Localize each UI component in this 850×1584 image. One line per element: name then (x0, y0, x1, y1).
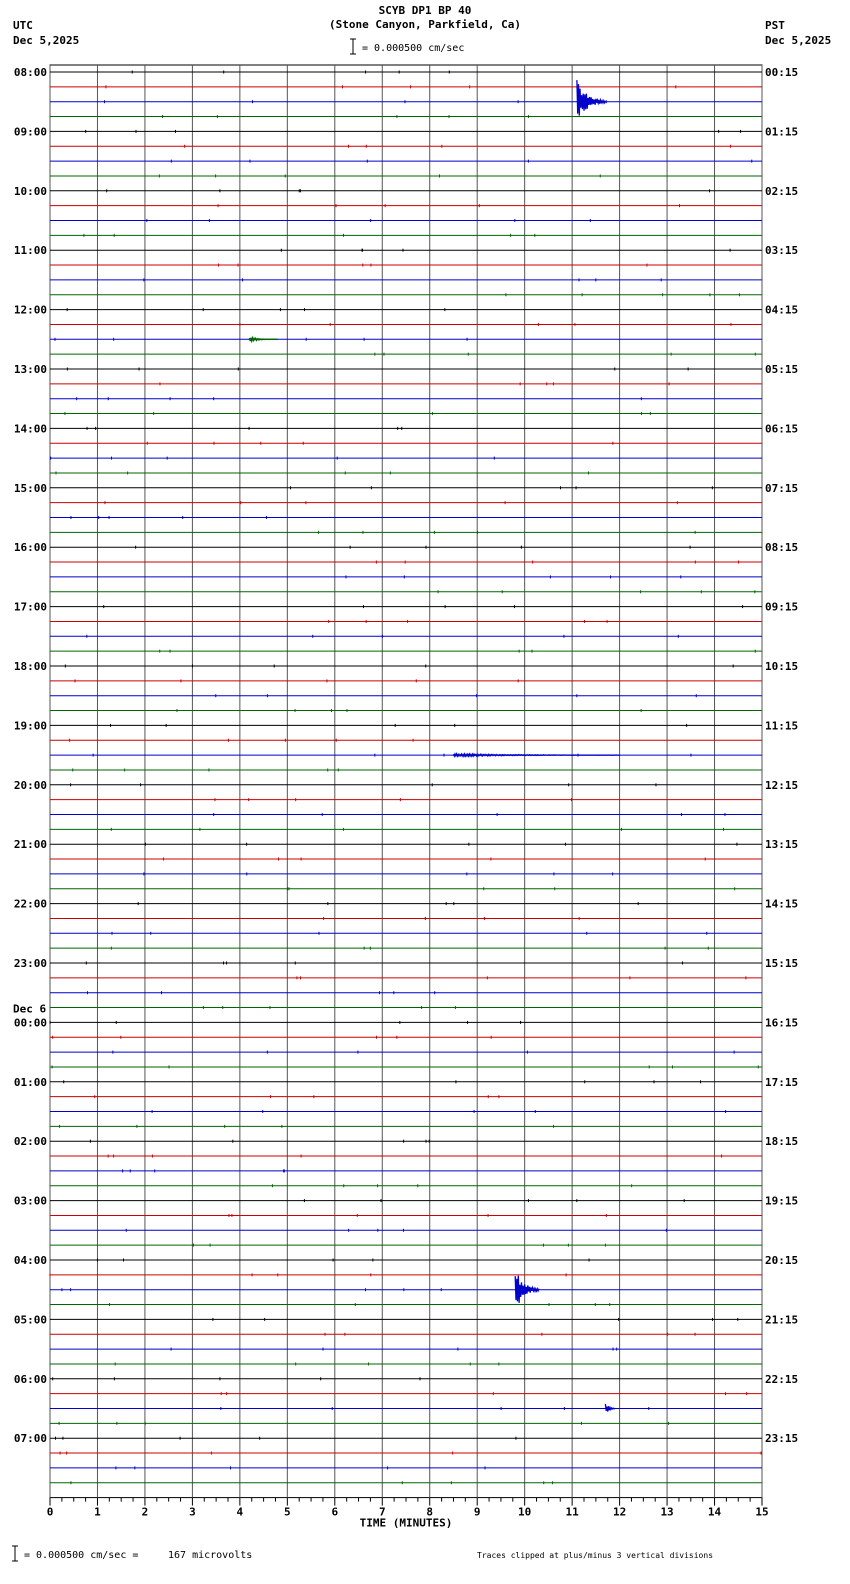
x-tick-label: 4 (236, 1505, 244, 1519)
left-zone-label: UTC (13, 19, 33, 32)
seismic-event (605, 1404, 615, 1411)
utc-hour-label: 14:00 (13, 422, 47, 436)
x-tick-label: 12 (612, 1505, 627, 1519)
x-tick-label: 2 (141, 1505, 149, 1519)
pst-hour-label: 20:15 (765, 1254, 799, 1267)
date-change-label: Dec 6 (13, 1002, 47, 1016)
x-tick-label: 6 (331, 1505, 339, 1519)
footer-scale-bar-icon (10, 1545, 20, 1563)
footer-scale-text: = 0.000500 cm/sec = (24, 1550, 139, 1561)
utc-hour-label: 03:00 (13, 1194, 47, 1208)
x-tick-label: 10 (518, 1505, 532, 1519)
seismic-event (515, 1276, 539, 1303)
pst-hour-label: 23:15 (765, 1432, 799, 1446)
x-tick-label: 14 (707, 1505, 722, 1519)
x-tick-label: 11 (565, 1505, 579, 1519)
right-date-label: Dec 5,2025 (765, 34, 832, 47)
utc-hour-label: 16:00 (13, 541, 47, 555)
pst-hour-label: 12:15 (765, 778, 799, 792)
pst-hour-label: 19:15 (765, 1194, 799, 1208)
utc-hour-label: 01:00 (13, 1075, 47, 1089)
x-tick-label: 8 (426, 1505, 434, 1519)
utc-hour-label: 09:00 (13, 125, 47, 139)
utc-hour-label: 11:00 (13, 244, 47, 258)
x-axis-label: TIME (MINUTES) (359, 1516, 453, 1530)
x-tick-label: 1 (94, 1505, 101, 1519)
utc-hour-label: 22:00 (13, 897, 47, 911)
pst-hour-label: 09:15 (765, 600, 799, 614)
utc-hour-label: 12:00 (13, 303, 47, 317)
pst-hour-label: 05:15 (765, 363, 799, 376)
pst-hour-label: 21:15 (765, 1313, 799, 1327)
pst-hour-label: 17:15 (765, 1075, 799, 1089)
x-tick-label: 3 (189, 1505, 196, 1519)
pst-hour-label: 04:15 (765, 303, 799, 317)
pst-hour-label: 22:15 (765, 1372, 799, 1386)
pst-hour-label: 07:15 (765, 481, 799, 495)
utc-hour-label: 21:00 (13, 838, 47, 852)
pst-hour-label: 13:15 (765, 838, 799, 852)
pst-hour-label: 08:15 (765, 541, 799, 555)
footer-microvolts: 167 microvolts (168, 1550, 253, 1561)
utc-hour-label: 00:00 (13, 1016, 47, 1030)
clip-note: Traces clipped at plus/minus 3 vertical divisions (477, 1551, 714, 1560)
utc-hour-label: 23:00 (13, 957, 47, 970)
chart-subtitle: (Stone Canyon, Parkfield, Ca) (328, 18, 522, 31)
utc-hour-label: 08:00 (13, 66, 47, 79)
utc-hour-label: 20:00 (13, 778, 47, 792)
pst-hour-label: 10:15 (765, 660, 799, 673)
utc-hour-label: 07:00 (13, 1432, 47, 1446)
pst-hour-label: 14:15 (765, 897, 799, 911)
pst-hour-label: 11:15 (765, 719, 799, 733)
chart-title: SCYB DP1 BP 40 (378, 4, 472, 17)
x-tick-label: 0 (46, 1505, 54, 1519)
x-tick-label: 15 (755, 1505, 769, 1519)
scale-text: = 0.000500 cm/sec (362, 43, 465, 54)
utc-hour-label: 17:00 (13, 600, 47, 614)
seismic-event (454, 754, 620, 756)
right-zone-label: PST (765, 19, 785, 32)
x-tick-label: 5 (284, 1505, 291, 1519)
utc-hour-label: 06:00 (13, 1372, 47, 1386)
pst-hour-label: 15:15 (765, 957, 799, 970)
utc-hour-label: 15:00 (13, 481, 47, 495)
utc-hour-label: 18:00 (13, 660, 47, 673)
utc-hour-label: 10:00 (13, 184, 47, 198)
pst-hour-label: 00:15 (765, 66, 799, 79)
x-tick-label: 9 (473, 1505, 481, 1519)
utc-hour-label: 04:00 (13, 1254, 47, 1267)
utc-hour-label: 19:00 (13, 719, 47, 733)
utc-hour-label: 05:00 (13, 1313, 47, 1327)
seismic-event (577, 80, 606, 116)
pst-hour-label: 03:15 (765, 244, 799, 258)
pst-hour-label: 06:15 (765, 422, 799, 436)
x-tick-label: 7 (378, 1505, 386, 1519)
pst-hour-label: 18:15 (765, 1135, 799, 1149)
utc-hour-label: 02:00 (13, 1135, 47, 1149)
seismic-event (249, 338, 277, 341)
pst-hour-label: 16:15 (765, 1016, 799, 1030)
left-date-label: Dec 5,2025 (13, 34, 80, 47)
utc-hour-label: 13:00 (13, 363, 47, 376)
pst-hour-label: 01:15 (765, 125, 799, 139)
pst-hour-label: 02:15 (765, 184, 799, 198)
x-tick-label: 13 (660, 1505, 674, 1519)
